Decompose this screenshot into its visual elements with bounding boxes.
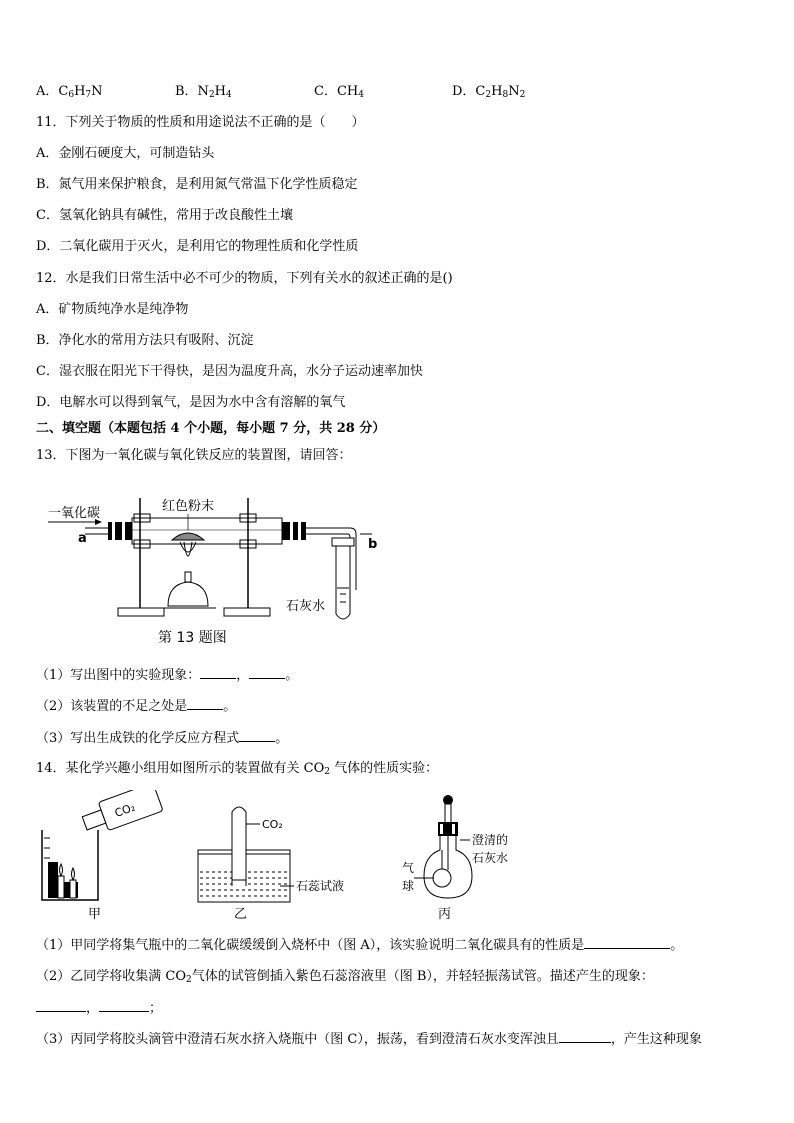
fig-c-limewater-1: 澄清的 [472, 833, 509, 847]
q12-option-c: C．湿衣服在阳光下干得快，是因为温度升高，水分子运动速率加快 [36, 364, 423, 379]
q14-sub1: （1）甲同学将集气瓶中的二氧化碳缓缓倒入烧杯中（图 A），该实验说明二氧化碳具有的性质是 。 [36, 938, 684, 953]
figure-c [402, 795, 508, 922]
q12-option-d: D．电解水可以得到氧气，是因为水中含有溶解的氧气 [36, 395, 346, 410]
fig-label-b: b [368, 537, 378, 552]
q14-sub3: （3）丙同学将胶头滴管中澄清石灰水挤入烧瓶中（图 C），振荡，看到澄清石灰水变浑浊且 ，产生这种现象 [36, 1032, 702, 1047]
q13-apparatus-figure [40, 490, 400, 650]
fig-label-limewater: 石灰水 [286, 599, 326, 614]
fig-label-powder: 红色粉末 [162, 499, 215, 514]
fig-c-balloon-2: 球 [402, 879, 415, 893]
q13-sub3: （3）写出生成铁的化学反应方程式 。 [36, 731, 289, 746]
q11-option-c: C．氢氧化钠具有碱性，常用于改良酸性土壤 [36, 208, 293, 223]
fig-a-label: 甲 [88, 907, 102, 922]
q11-stem: 11．下列关于物质的性质和用途说法不正确的是（ ） [36, 115, 365, 130]
q14-sub2-answer-line: ， ； [36, 999, 162, 1018]
fig-a-co2-label: CO₂ [113, 800, 137, 820]
section-heading: 二、填空题（本题包括 4 个小题，每小题 7 分，共 28 分） [36, 421, 386, 436]
q12-option-a: A．矿物质纯净水是纯净物 [36, 302, 189, 317]
fig-c-limewater-2: 石灰水 [472, 851, 509, 865]
figure-b [198, 807, 344, 922]
fig-c-label: 丙 [438, 907, 452, 922]
fig-caption: 第 13 题图 [158, 630, 227, 646]
q11-option-a: A．金刚石硬度大，可制造钻头 [36, 146, 215, 161]
figure-a [42, 790, 163, 922]
q14-sub2: （2）乙同学将收集满 $CO_2$气体的试管倒插入紫色石蕊溶液里（图 B），并轻轻振荡试管。描述产生的现象： [36, 969, 654, 985]
fig-b-litmus-label: 石蕊试液 [296, 879, 345, 893]
q10-option-b: B．$N_2H_4$ [175, 84, 232, 100]
q13-stem: 13．下图为一氧化碳与氧化铁反应的装置图，请回答： [36, 448, 352, 463]
q14-apparatus-figure [36, 790, 536, 925]
fig-label-a: a [78, 531, 87, 546]
fig-b-co2-label: CO₂ [262, 818, 283, 831]
fig-c-balloon-1: 气 [402, 861, 415, 875]
q10-option-d: D．$C_2H_8N_2$ [452, 84, 526, 100]
fig-label-co: 一氧化碳 [48, 506, 101, 521]
q13-sub2: （2）该装置的不足之处是 。 [36, 699, 237, 714]
q12-stem: 12．水是我们日常生活中必不可少的物质，下列有关水的叙述正确的是() [36, 271, 453, 286]
q11-option-d: D．二氧化碳用于灭火，是利用它的物理性质和化学性质 [36, 239, 359, 254]
q10-option-a: A．$C_6H_7N$ [36, 84, 103, 100]
q10-option-c: C．$CH_4$ [314, 84, 364, 100]
q13-sub1: （1）写出图中的实验现象： ， 。 [36, 668, 299, 683]
q14-stem: 14．某化学兴趣小组用如图所示的装置做有关 $CO_2$ 气体的性质实验： [36, 761, 439, 777]
fig-b-label: 乙 [234, 907, 248, 922]
q11-option-b: B．氮气用来保护粮食，是利用氮气常温下化学性质稳定 [36, 177, 358, 192]
q12-option-b: B．净化水的常用方法只有吸附、沉淀 [36, 333, 254, 348]
